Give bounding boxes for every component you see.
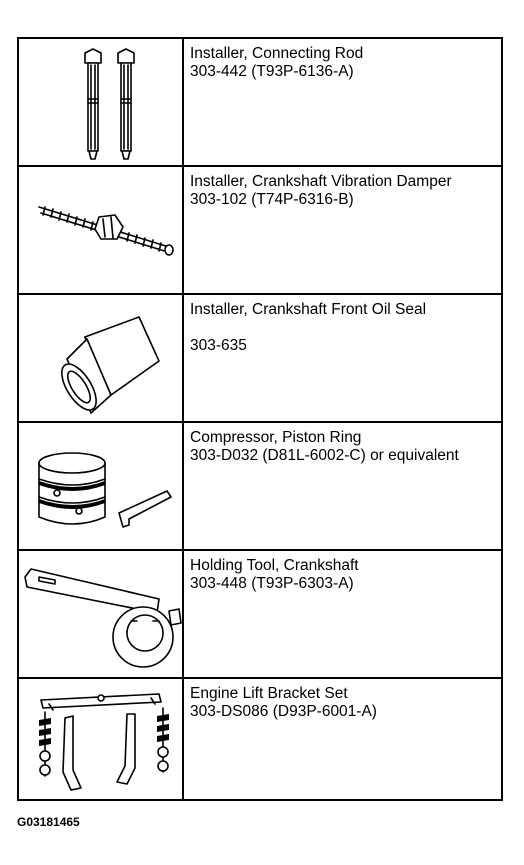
tool-name: Engine Lift Bracket Set — [190, 685, 348, 702]
tool-row-front-oil-seal-installer — [19, 295, 501, 423]
tool-row-engine-lift-bracket-set — [19, 679, 501, 799]
tool-row-vibration-damper-installer — [19, 167, 501, 295]
crankshaft-holding-tool-icon — [19, 551, 184, 677]
tool-name: Compressor, Piston Ring — [190, 429, 362, 446]
tool-description — [190, 429, 495, 465]
tool-row-crankshaft-holding-tool — [19, 551, 501, 679]
tool-name: Installer, Crankshaft Vibration Damper — [190, 173, 452, 190]
tool-name: Installer, Connecting Rod — [190, 45, 364, 62]
tool-description — [190, 173, 495, 209]
vibration-damper-installer-icon — [19, 167, 184, 293]
tool-description — [190, 685, 495, 721]
tool-row-connecting-rod-installer — [19, 39, 501, 167]
tool-number: 303-DS086 (D93P-6001-A) — [190, 703, 377, 720]
special-tools-table — [17, 37, 503, 801]
engine-lift-bracket-set-icon — [19, 679, 184, 799]
tool-name: Installer, Crankshaft Front Oil Seal — [190, 301, 427, 318]
tool-number: 303-102 (T74P-6316-B) — [190, 191, 354, 208]
tool-number: 303-442 (T93P-6136-A) — [190, 63, 354, 80]
tool-row-piston-ring-compressor — [19, 423, 501, 551]
tool-description — [190, 557, 495, 593]
piston-ring-compressor-icon — [19, 423, 184, 549]
front-oil-seal-installer-icon — [19, 295, 184, 421]
tool-name: Holding Tool, Crankshaft — [190, 557, 359, 574]
tool-number: 303-635 — [190, 337, 247, 354]
tool-description — [190, 45, 495, 81]
tool-description — [190, 301, 495, 355]
tool-number: 303-D032 (D81L-6002-C) or equivalent — [190, 447, 459, 464]
figure-id: G03181465 — [17, 815, 80, 829]
tool-number: 303-448 (T93P-6303-A) — [190, 575, 354, 592]
connecting-rod-installer-icon — [19, 39, 184, 165]
